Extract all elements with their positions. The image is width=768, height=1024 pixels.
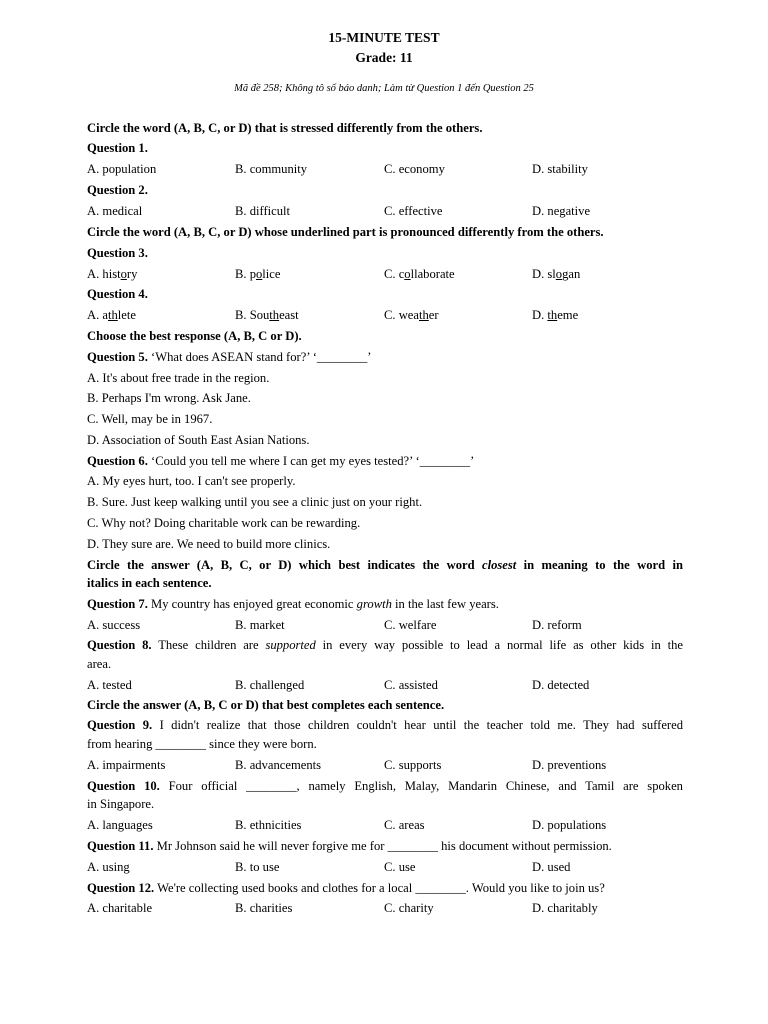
q3-option-c: C. collaborate xyxy=(384,267,455,281)
q5-option-a: A. It's about free trade in the region. xyxy=(87,371,270,385)
q11-option-b: B. to use xyxy=(235,860,280,874)
question-4-label: Question 4. xyxy=(87,287,148,301)
q1-option-a: A. population xyxy=(87,162,157,176)
q1-option-c: C. economy xyxy=(384,162,445,176)
q9-option-d: D. preventions xyxy=(532,758,607,772)
q12-option-b: B. charities xyxy=(235,901,293,915)
q6-option-d: D. They sure are. We need to build more clinics. xyxy=(87,537,331,551)
question-9-stem: Question 9. I didn't realize that those children couldn't hear until the teacher told me. They had suffered xyxy=(87,718,683,732)
q10-option-a: A. languages xyxy=(87,818,153,832)
exam-code-line: Mã đề 258; Không tô số báo danh; Làm từ Question 1 đến Question 25 xyxy=(234,83,534,94)
q4-option-b: B. Southeast xyxy=(235,308,299,322)
q7-option-a: A. success xyxy=(87,618,141,632)
section-5-instruction: Circle the answer (A, B, C or D) that best completes each sentence. xyxy=(87,698,445,712)
q7-option-c: C. welfare xyxy=(384,618,437,632)
section-4-instruction-cont: italics in each sentence. xyxy=(87,576,212,590)
q6-option-a: A. My eyes hurt, too. I can't see properly. xyxy=(87,474,296,488)
q11-option-c: C. use xyxy=(384,860,416,874)
q12-option-c: C. charity xyxy=(384,901,434,915)
question-2-label: Question 2. xyxy=(87,183,148,197)
q3-option-d: D. slogan xyxy=(532,267,581,281)
question-3-label: Question 3. xyxy=(87,246,148,260)
section-4-instruction: Circle the answer (A, B, C, or D) which best indicates the word closest in meaning to the word in xyxy=(87,558,683,572)
q7-option-b: B. market xyxy=(235,618,285,632)
q7-option-d: D. reform xyxy=(532,618,582,632)
q2-option-a: A. medical xyxy=(87,204,143,218)
q11-option-a: A. using xyxy=(87,860,130,874)
q6-option-c: C. Why not? Doing charitable work can be rewarding. xyxy=(87,516,361,530)
question-5-stem: Question 5. ‘What does ASEAN stand for?’ ‘________’ xyxy=(87,350,372,364)
q9-option-a: A. impairments xyxy=(87,758,166,772)
q8-option-c: C. assisted xyxy=(384,678,438,692)
test-title: 15-MINUTE TEST xyxy=(328,30,440,45)
q5-option-c: C. Well, may be in 1967. xyxy=(87,412,213,426)
question-9-stem-cont: from hearing ________ since they were born. xyxy=(87,737,317,751)
q6-option-b: B. Sure. Just keep walking until you see a clinic just on your right. xyxy=(87,495,423,509)
q2-option-d: D. negative xyxy=(532,204,591,218)
q4-option-c: C. weather xyxy=(384,308,439,322)
q3-option-a: A. history xyxy=(87,267,138,281)
q9-option-b: B. advancements xyxy=(235,758,322,772)
q8-option-a: A. tested xyxy=(87,678,132,692)
q8-option-d: D. detected xyxy=(532,678,590,692)
q1-option-b: B. community xyxy=(235,162,308,176)
q12-option-a: A. charitable xyxy=(87,901,153,915)
q10-option-c: C. areas xyxy=(384,818,425,832)
question-6-stem: Question 6. ‘Could you tell me where I can get my eyes tested?’ ‘________’ xyxy=(87,454,475,468)
grade-label: Grade: 11 xyxy=(355,50,413,65)
question-1-label: Question 1. xyxy=(87,141,148,155)
q3-option-b: B. police xyxy=(235,267,281,281)
question-12-stem: Question 12. We're collecting used books and clothes for a local ________. Would you like to join us? xyxy=(87,881,605,895)
question-10-stem: Question 10. Four official ________, namely English, Malay, Mandarin Chinese, and Tamil are spoken xyxy=(87,779,683,793)
q2-option-c: C. effective xyxy=(384,204,443,218)
q5-option-d: D. Association of South East Asian Nations. xyxy=(87,433,310,447)
question-8-stem: Question 8. These children are supported in every way possible to lead a normal life as other kids in the xyxy=(87,638,683,652)
q8-option-b: B. challenged xyxy=(235,678,305,692)
q1-option-d: D. stability xyxy=(532,162,588,176)
q4-option-a: A. athlete xyxy=(87,308,136,322)
q2-option-b: B. difficult xyxy=(235,204,291,218)
question-7-stem: Question 7. My country has enjoyed great economic growth in the last few years. xyxy=(87,597,499,611)
q5-option-b: B. Perhaps I'm wrong. Ask Jane. xyxy=(87,391,251,405)
q9-option-c: C. supports xyxy=(384,758,442,772)
section-1-instruction: Circle the word (A, B, C, or D) that is stressed differently from the others. xyxy=(87,121,483,135)
question-10-stem-cont: in Singapore. xyxy=(87,797,155,811)
q10-option-d: D. populations xyxy=(532,818,607,832)
q10-option-b: B. ethnicities xyxy=(235,818,302,832)
q11-option-d: D. used xyxy=(532,860,571,874)
question-8-stem-cont: area. xyxy=(87,657,112,671)
section-2-instruction: Circle the word (A, B, C, or D) whose underlined part is pronounced differently from the others. xyxy=(87,225,604,239)
section-3-instruction: Choose the best response (A, B, C or D). xyxy=(87,329,302,343)
q12-option-d: D. charitably xyxy=(532,901,598,915)
question-11-stem: Question 11. Mr Johnson said he will never forgive me for ________ his document without permission. xyxy=(87,839,612,853)
q4-option-d: D. theme xyxy=(532,308,579,322)
